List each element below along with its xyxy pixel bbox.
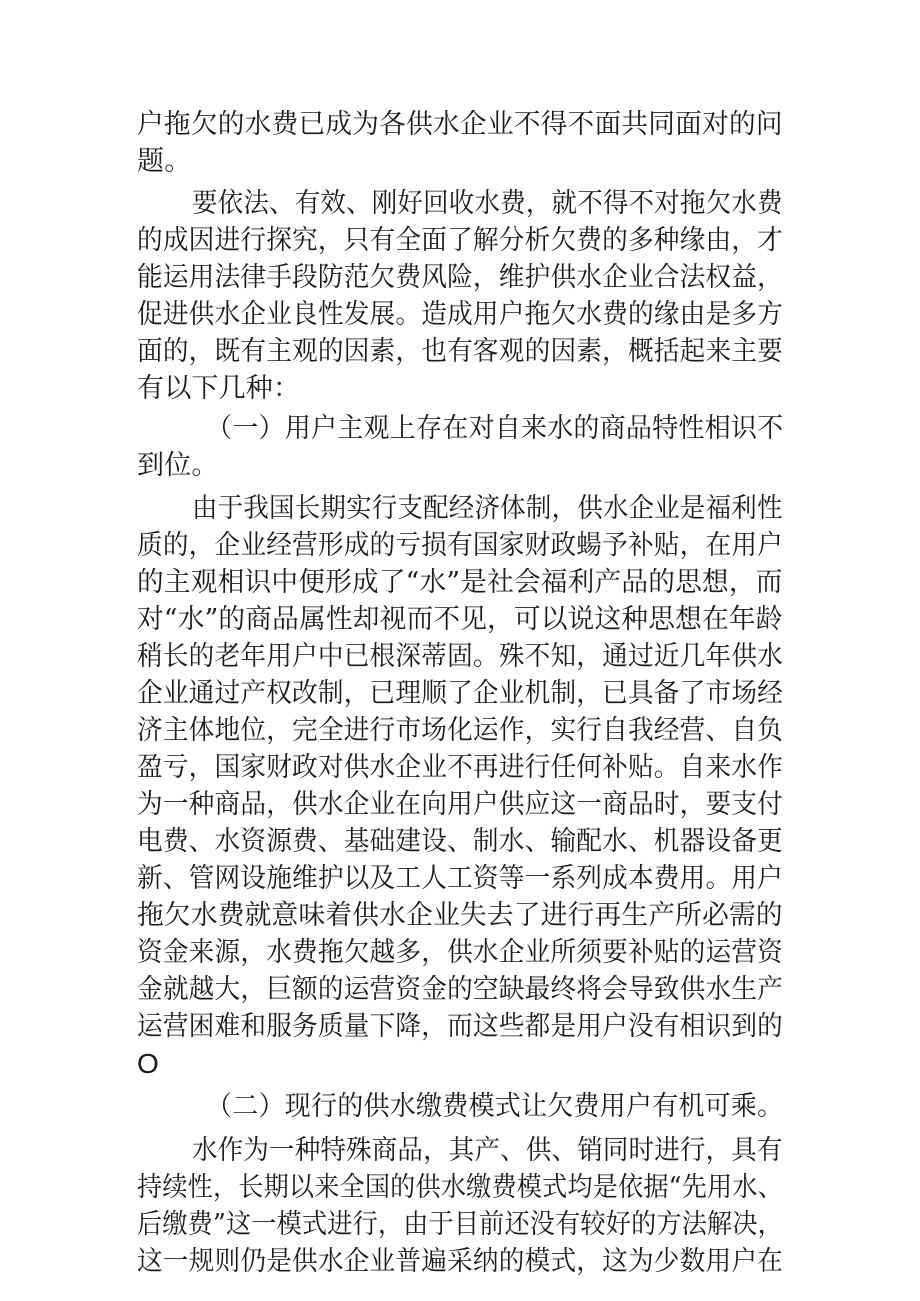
text-line: 题。 <box>137 146 192 177</box>
text-line: 资金来源，水费拖欠越多，供水企业所须要补贴的运营资 <box>137 937 783 968</box>
section-heading: （一）用户主观上存在对自来水的商品特性相识不 <box>206 413 784 444</box>
section-heading: （二）现行的供水缴费模式让欠费用户有机可乘。 <box>206 1091 784 1122</box>
text-line: 能运用法律手段防范欠费风险，维护供水企业合法权益， <box>137 262 783 293</box>
text-line: 促进供水企业良性发展。造成用户拖欠水费的缘由是多方 <box>137 299 783 330</box>
text-line: 为一种商品，供水企业在向用户供应这一商品时，要支付 <box>137 789 783 820</box>
text-line: 这一规则仍是供水企业普遍采纳的模式，这为少数用户在 <box>137 1246 783 1277</box>
text-line: 面的，既有主观的因素，也有客观的因素，概括起来主要 <box>137 336 783 367</box>
text-line: 新、管网设施维护以及工人工资等一系列成本费用。用户 <box>137 863 783 894</box>
text-line: 后缴费”这一模式进行，由于目前还没有较好的方法解决， <box>137 1209 783 1240</box>
text-line: 济主体地位，完全进行市场化运作，实行自我经营、自负 <box>137 715 783 746</box>
text-line: 持续性，长期以来全国的供水缴费模式均是依据“先用水、 <box>137 1172 783 1203</box>
text-line: 有以下几种： <box>137 373 301 404</box>
text-line: O <box>137 1048 159 1079</box>
text-line: 稍长的老年用户中已根深蒂固。殊不知，通过近几年供水 <box>137 641 783 672</box>
section-heading-continued: 到位。 <box>137 450 219 481</box>
text-line: 金就越大，巨额的运营资金的空缺最终将会导致供水生产 <box>137 974 783 1005</box>
text-line: 质的，企业经营形成的亏损有国家财政蝪予补贴，在用户 <box>137 530 783 561</box>
text-line: 要依法、有效、刚好回收水费，就不得不对拖欠水费 <box>192 188 783 219</box>
text-line: 的主观相识中便形成了“水”是社会福利产品的思想，而 <box>137 567 783 598</box>
text-line: 盈亏，国家财政对供水企业不再进行任何补贴。自来水作 <box>137 752 783 783</box>
text-line: 企业通过产权改制，已理顺了企业机制，已具备了市场经 <box>137 678 783 709</box>
text-line: 由于我国长期实行支配经济体制，供水企业是福利性 <box>192 493 783 524</box>
text-line: 电费、水资源费、基础建设、制水、输配水、机器设备更 <box>137 826 783 857</box>
text-line: 的成因进行探究，只有全面了解分析欠费的多种缘由，才 <box>137 225 783 256</box>
text-line: 户拖欠的水费已成为各供水企业不得不面共同面对的问 <box>137 109 783 140</box>
text-line: 对“水”的商品属性却视而不见，可以说这种思想在年龄 <box>137 604 783 635</box>
text-line: 水作为一种特殊商品，其产、供、销同时进行，具有 <box>192 1135 783 1166</box>
text-line: 运营困难和服务质量下降，而这些都是用户没有相识到的 <box>137 1011 783 1042</box>
text-line: 拖欠水费就意味着供水企业失去了进行再生产所必需的 <box>137 900 783 931</box>
